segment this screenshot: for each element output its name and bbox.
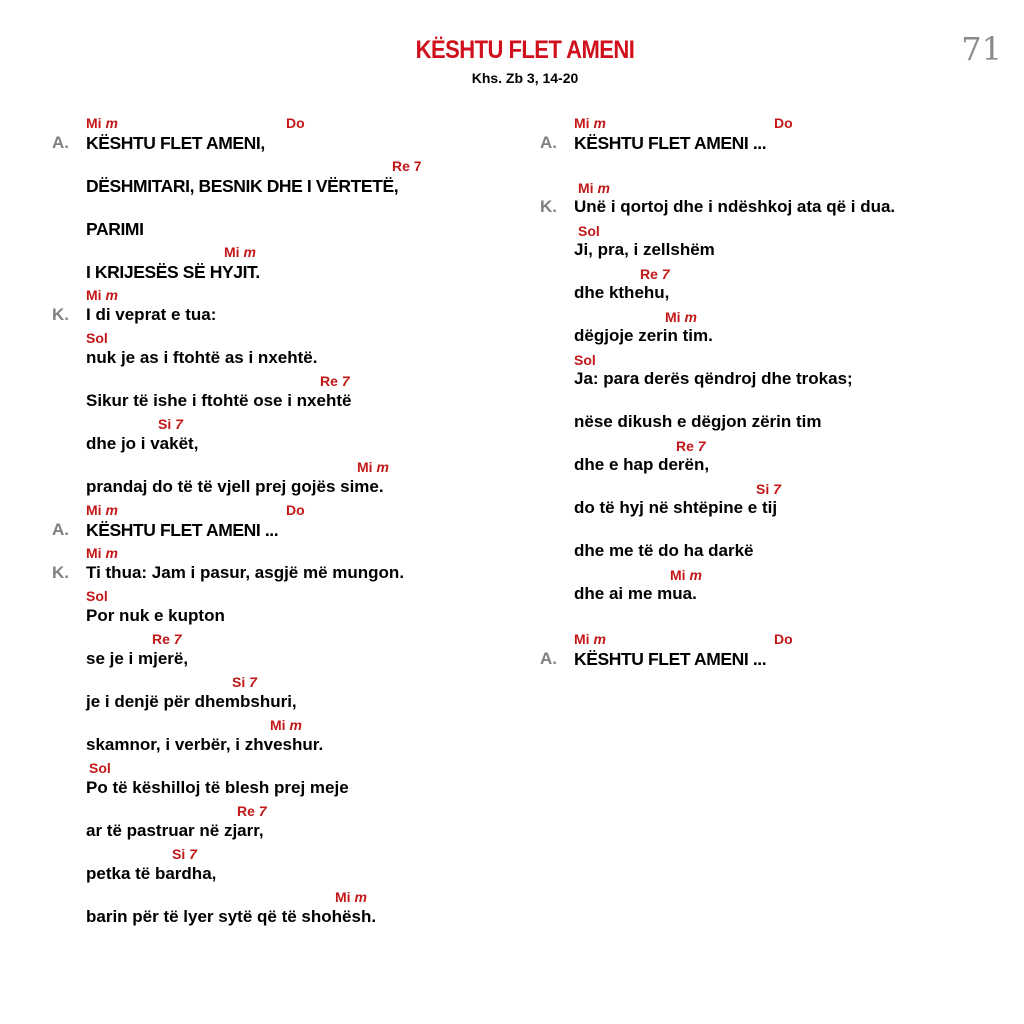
chord	[670, 567, 702, 583]
chord	[270, 717, 302, 733]
lyric-text: nuk je as i ftohtë as i nxehtë.	[86, 347, 318, 367]
chord	[774, 115, 793, 131]
lyric-text: KËSHTU FLET AMENI ...	[574, 132, 767, 153]
chord-quality: m	[105, 545, 118, 561]
chord	[86, 588, 108, 604]
chord-quality: 7	[773, 480, 781, 497]
lyric-text: dhe jo i vakët,	[86, 433, 199, 453]
speaker-label: A.	[540, 648, 557, 668]
lyric-text: Ja: para derës qëndroj dhe trokas;	[574, 369, 853, 388]
chord-root: Mi	[665, 308, 685, 325]
chord-root: Do	[774, 115, 793, 131]
chord	[152, 631, 182, 647]
chord	[574, 115, 606, 131]
chord-root: Mi	[357, 459, 377, 475]
lyric-text: dhe ai me mua.	[574, 584, 697, 603]
chord-root: Mi	[86, 502, 106, 518]
chord-root: Do	[774, 631, 793, 647]
chord	[578, 223, 600, 239]
chord-root: Mi	[270, 717, 290, 733]
chord-root: Mi	[86, 545, 106, 561]
chord	[172, 846, 197, 862]
chord-root: Mi	[574, 115, 594, 131]
lyric-text: Por nuk e kupton	[86, 605, 225, 625]
chord-quality: m	[105, 115, 118, 131]
chord-root: Mi	[578, 179, 598, 196]
lyric-text: KËSHTU FLET AMENI ...	[86, 519, 279, 540]
chord	[86, 330, 108, 346]
chord-root: Sol	[86, 588, 108, 604]
lyric-text: ar të pastruar në zjarr,	[86, 820, 264, 840]
lyric-text: je i denjë për dhembshuri,	[86, 691, 297, 711]
chord-root: Sol	[86, 330, 108, 346]
chord-root: Sol	[574, 351, 596, 368]
chord	[357, 459, 389, 475]
chord-root: Re	[676, 437, 698, 454]
chord-root: Mi	[224, 244, 244, 260]
chord-quality: 7	[189, 846, 197, 862]
chord-root: Si	[232, 674, 250, 690]
chord-quality: m	[689, 566, 702, 583]
chord	[86, 545, 118, 561]
lyric-text: se je i mjerë,	[86, 648, 189, 668]
chord-root: Si	[158, 416, 176, 432]
chord-quality: m	[289, 717, 302, 733]
lyric-text: prandaj do të të vjell prej gojës sime.	[86, 476, 384, 496]
lyric-text: nëse dikush e dëgjon zërin tim	[574, 412, 822, 431]
chord-quality: m	[354, 889, 367, 905]
chord	[86, 287, 118, 303]
chord-quality: m	[376, 459, 389, 475]
chord	[86, 115, 118, 131]
lyric-text: do të hyj në shtëpine e tij	[574, 498, 778, 517]
chord-quality: 7	[697, 437, 706, 454]
chord-root: Si	[756, 480, 774, 497]
song-title: KËSHTU FLET AMENI	[415, 36, 635, 64]
speaker-label: A.	[52, 519, 69, 539]
chord-root: Mi	[335, 889, 355, 905]
chord-quality: 7	[173, 631, 182, 647]
chord	[574, 352, 596, 368]
chord-root: Sol	[578, 222, 600, 239]
chord-root: Do	[286, 502, 305, 518]
chord	[237, 803, 267, 819]
chord-root: Do	[286, 115, 305, 131]
lyric-text: Sikur të ishe i ftohtë ose i nxehtë	[86, 390, 352, 410]
chord	[756, 481, 781, 497]
lyric-text: dëgjoje zerin tim.	[574, 326, 713, 345]
speaker-label: K.	[52, 562, 69, 582]
lyric-text: Po të këshilloj të blesh prej meje	[86, 777, 349, 797]
page-number: 71	[961, 30, 1002, 68]
chord-root: Mi	[574, 631, 594, 647]
lyric-text: dhe e hap derën,	[574, 455, 710, 474]
lyric-text: DËSHMITARI, BESNIK DHE I VËRTETË,	[86, 175, 399, 196]
chord-quality: m	[105, 287, 118, 303]
chord-quality: 7	[661, 265, 670, 282]
chord	[574, 631, 606, 647]
lyric-text: PARIMI	[86, 218, 144, 239]
chord	[89, 760, 111, 776]
lyric-text: skamnor, i verbër, i zhveshur.	[86, 734, 324, 754]
chord-root: Si	[172, 846, 190, 862]
chord	[158, 416, 183, 432]
lyric-text: I di veprat e tua:	[86, 304, 217, 324]
chord	[86, 502, 118, 518]
speaker-label: K.	[540, 197, 557, 216]
lyric-text: barin për të lyer sytë që të shohësh.	[86, 906, 377, 926]
speaker-label: K.	[52, 304, 69, 324]
chord-quality: m	[105, 502, 118, 518]
chord-quality: m	[593, 631, 606, 647]
lyric-text: I KRIJESËS SË HYJIT.	[86, 261, 260, 282]
chord-quality: 7	[258, 803, 267, 819]
chord	[335, 889, 367, 905]
lyric-text: KËSHTU FLET AMENI,	[86, 132, 265, 153]
chord	[665, 309, 697, 325]
lyric-text: dhe kthehu,	[574, 283, 670, 302]
lyric-text: dhe me të do ha darkë	[574, 541, 754, 560]
chord	[640, 266, 670, 282]
chord-quality: m	[243, 244, 256, 260]
chord-root: Mi	[86, 115, 106, 131]
chord	[578, 180, 610, 196]
chord-root: Re	[237, 803, 259, 819]
chord	[774, 631, 793, 647]
chord	[286, 502, 305, 518]
chord-root: Re	[152, 631, 174, 647]
chord-root: Re 7	[392, 158, 422, 174]
chord	[224, 244, 256, 260]
chord	[676, 438, 706, 454]
chord-root: Re	[640, 265, 662, 282]
chord-root: Mi	[670, 566, 690, 583]
lyric-text: petka të bardha,	[86, 863, 217, 883]
chord-quality: 7	[175, 416, 183, 432]
lyric-text: Ji, pra, i zellshëm	[574, 240, 715, 259]
lyric-text: Unë i qortoj dhe i ndëshkoj ata që i dua.	[574, 197, 896, 216]
chord	[232, 674, 257, 690]
song-reference: Khs. Zb 3, 14-20	[471, 70, 579, 86]
chord-root: Sol	[89, 760, 111, 776]
speaker-label: A.	[540, 132, 557, 152]
chord	[320, 373, 350, 389]
lyric-text: KËSHTU FLET AMENI ...	[574, 648, 767, 669]
chord-quality: m	[684, 308, 697, 325]
chord-quality: 7	[341, 373, 350, 389]
chord-quality: m	[597, 179, 610, 196]
chord	[392, 158, 422, 174]
chord-quality: 7	[249, 674, 257, 690]
chord	[286, 115, 305, 131]
lyric-text: Ti thua: Jam i pasur, asgjë më mungon.	[86, 562, 405, 582]
chord-root: Mi	[86, 287, 106, 303]
chord-quality: m	[593, 115, 606, 131]
chord-root: Re	[320, 373, 342, 389]
speaker-label: A.	[52, 132, 69, 152]
